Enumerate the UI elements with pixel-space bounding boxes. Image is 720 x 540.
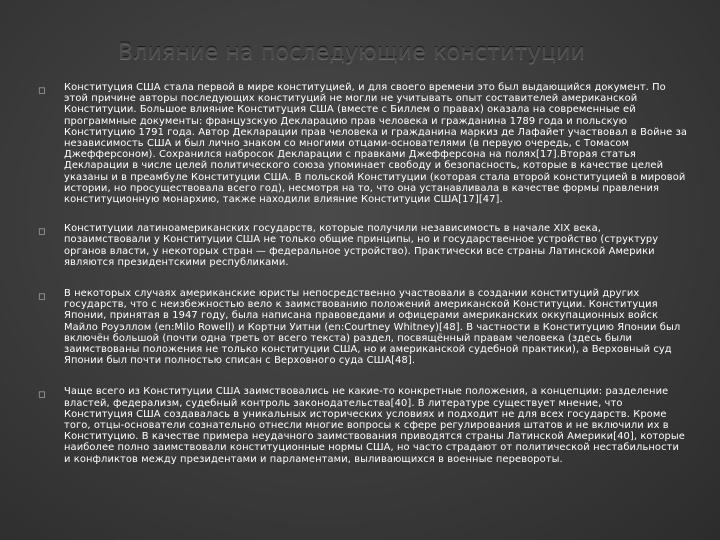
bullet-item [38, 386, 688, 464]
hollow-square-bullet-icon: ◻ [38, 390, 46, 401]
bullet-text: Конституции латиноамериканских государств, которые получили независимость в начале XIX века, позаимствовали у Конституции США не только общие принципы, но и государственное устройство (структуру органов власти, у некоторых стран — федеральное устройство). Практически все страны Латинской Америки являются президентскими республиками. [64, 223, 659, 268]
hollow-square-bullet-icon: ◻ [38, 292, 46, 303]
bullet-text: В некоторых случаях американские юристы непосредственно участвовали в создании конституций других государств, что с неизбежностью вело к заимствованию положений американской Конституции. Конституция Японии, принятая в 1947 году, была написана правоведами и офицерами американских оккупационных войск Майло Роуэллом (en:Milo Rowell) и Кортни Уитни (en:Courtney Whitney)[48]. В частности в Конституцию Японии был включён большой (почти одна треть от всего текста) раздел, посвящённый правам человека (здесь были заимствованы положения не только конституции США, но и американской судебной практики), а Верховный суд Японии был почти полностью списан с Верховного суда США[48]. [64, 288, 681, 367]
bullet-text: Конституция США стала первой в мире конституцией, и для своего времени это был выдающийся документ. По этой причине авторы последующих конституций не могли не учитывать опыт составителей американской Конституции. Большое влияние Конституция США (вместе с Биллем о правах) оказала на современные ей программные документы: французскую Декларацию прав человека и гражданина 1789 года и польскую Конституцию 1791 года. Автор Декларации прав человека и гражданина маркиз де Лафайет участвовал в Войне за независимость США и был лично знаком со многими отцами-основателями (в первую очередь, с Томасом Джефферсоном). Сохранился набросок Декларации с правками Джефферсона на полях[17].Вторая статья Декларации в числе целей политического союза упоминает свободу и безопасность, которые в качестве целей указаны и в преамбуле Конституции США. В польской Конституции (которая стала второй конституцией в мировой истории, но просуществовала всего год), несмотря на то, что она устанавливала в качестве формы правления конституционную монархию, также находили влияние Конституции США[17][47]. [64, 82, 688, 206]
hollow-square-bullet-icon: ◻ [38, 86, 46, 96]
hollow-square-bullet-icon: ◻ [38, 227, 46, 238]
slide-title: Влияние на последующие конституции [118, 40, 586, 65]
bullet-text: Чаще всего из Конституции США заимствовались не какие-то конкретные положения, а концепции: разделение властей, федерализм, судебный контроль законодательства[40]. В литературе существует мнение, что Конституция США создавалась в уникальных исторических условиях и подходит не для всех государств. Кроме того, отцы-основатели сознательно отнесли многие вопросы к сфере регулирования штатов и не включили их в Конституцию. В качестве примера неудачного заимствования приводятся страны Латинской Америки[40], которые наиболее полно заимствовали конституционные нормы США, но часто страдают от политической нестабильности и конфликтов между президентами и парламентами, выливающихся в военные перевороты. [64, 386, 685, 465]
bullet-item [38, 223, 688, 268]
bullet-item [38, 82, 688, 205]
bullet-item [38, 288, 688, 366]
bullet-list [38, 82, 688, 465]
